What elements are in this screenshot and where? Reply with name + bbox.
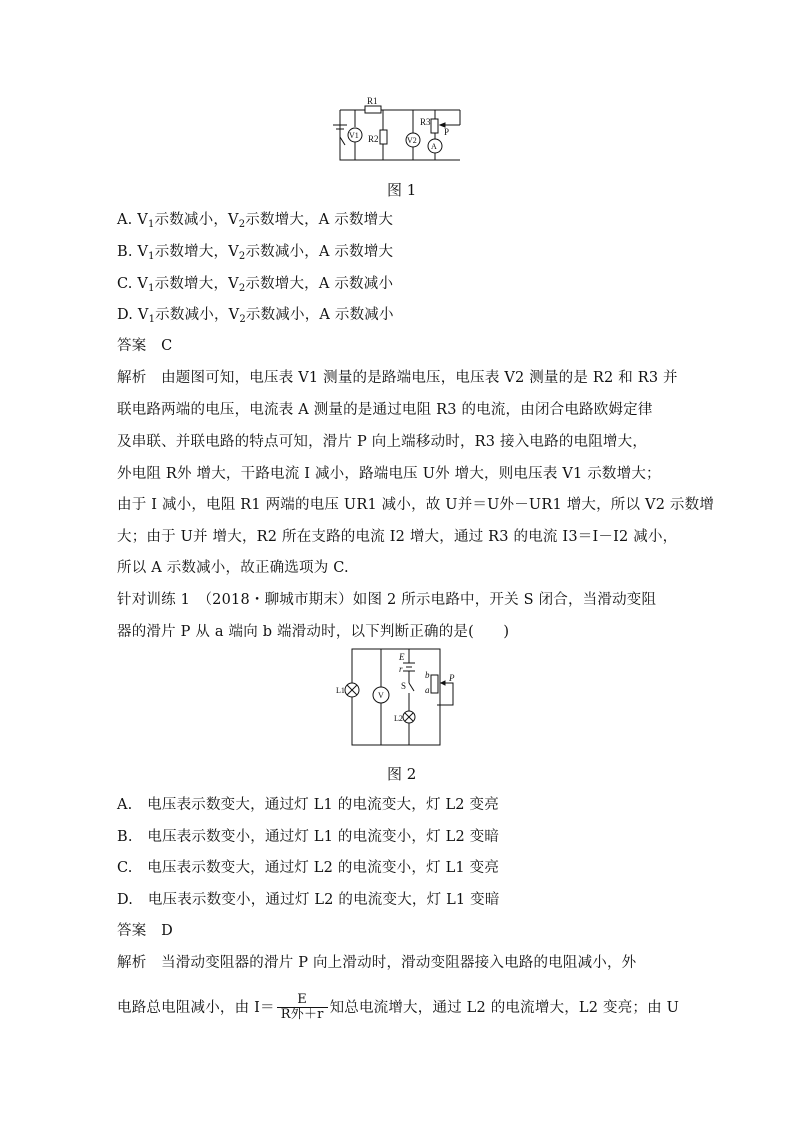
svg-text:E: E: [399, 652, 405, 662]
svg-text:L1: L1: [336, 686, 345, 695]
r2-resistor: [380, 130, 387, 144]
q1-analysis-line-5: 由于 I 减小，电阻 R1 两端的电压 UR1 减小，故 U并＝U外－UR1 增大，所以 V2 示数增: [117, 497, 715, 513]
svg-text:A: A: [431, 142, 437, 151]
svg-text:r: r: [399, 664, 403, 674]
svg-text:P: P: [449, 673, 455, 683]
svg-text:R2: R2: [368, 134, 379, 144]
figure-1-circuit: [320, 95, 470, 170]
q2-analysis-line-2: 电路总电阻减小，由 I＝ E R外＋r 知总电流增大，通过 L2 的电流增大，L2 变亮；由 U: [117, 992, 680, 1023]
q2-stem-line-2: 器的滑片 P 从 a 端向 b 端滑动时，以下判断正确的是( ): [117, 624, 510, 640]
r3-resistor: [431, 119, 438, 133]
q1-analysis-line-2: 联电路两端的电压，电流表 A 测量的是通过电阻 R3 的电流，由闭合电路欧姆定律: [117, 402, 653, 418]
figure-2-caption: 图 2: [387, 765, 417, 783]
svg-text:V: V: [378, 691, 384, 700]
q1-option-a: A. $V_1$示数减小，$V_2$示数增大，A 示数增大: [117, 212, 394, 230]
q1-analysis-line-6: 大；由于 U并 增大，R2 所在支路的电流 I2 增大，通过 R3 的电流 I3＝I－I2 减小，: [117, 529, 678, 545]
svg-text:S: S: [401, 681, 407, 691]
svg-text:a: a: [425, 685, 430, 695]
svg-text:P: P: [444, 127, 450, 137]
svg-text:V2: V2: [407, 136, 417, 145]
q1-option-d: D. $V_1$示数减小，$V_2$示数减小，A 示数减小: [117, 307, 394, 325]
rheostat: [431, 675, 438, 693]
q1-analysis-line-4: 外电阻 R外 增大，干路电流 I 减小，路端电压 U外 增大，则电压表 V1 示数增大；: [117, 466, 661, 482]
q2-option-a: A. 电压表示数变大，通过灯 L1 的电流变大，灯 L2 变亮: [117, 797, 499, 813]
svg-text:R1: [367, 96, 378, 106]
q2-option-b: B. 电压表示数变小，通过灯 L1 的电流变小，灯 L2 变暗: [117, 829, 500, 845]
fraction-numerator: E: [277, 993, 328, 1008]
q1-option-c: C. $V_1$示数增大，$V_2$示数增大，A 示数减小: [117, 276, 394, 294]
svg-text:R3: R3: [420, 117, 431, 127]
fraction-denominator: R外＋r: [280, 1007, 324, 1023]
r1-label: R1: [367, 96, 378, 106]
r1-resistor: [365, 106, 381, 113]
q2-option-d: D. 电压表示数变小，通过灯 L2 的电流变大，灯 L1 变暗: [117, 892, 500, 908]
q2-option-c: C. 电压表示数变大，通过灯 L2 的电流变小，灯 L1 变亮: [117, 860, 500, 876]
svg-text:V1: V1: [349, 131, 359, 140]
figure-1-caption: 图 1: [387, 181, 417, 199]
q1-analysis-line-7: 所以 A 示数减小，故正确选项为 C.: [117, 560, 349, 576]
svg-text:L2: L2: [394, 714, 403, 723]
q2-stem-line-1: 针对训练 1 （2018・聊城市期末）如图 2 所示电路中，开关 S 闭合，当滑动变阻: [117, 592, 657, 608]
q1-option-b: B. $V_1$示数增大，$V_2$示数减小，A 示数增大: [117, 244, 394, 262]
svg-text:b: b: [425, 670, 430, 680]
q2-answer: 答案 D: [117, 923, 173, 939]
q1-answer: 答案 C: [117, 338, 173, 354]
q1-analysis-line-1: 解析 由题图可知，电压表 V1 测量的是路端电压，电压表 V2 测量的是 R2 和 R3 并: [117, 370, 678, 386]
figure-2-circuit: [336, 645, 465, 748]
q2-analysis-line-1: 解析 当滑动变阻器的滑片 P 向上滑动时，滑动变阻器接入电路的电阻减小，外: [117, 955, 637, 971]
q1-analysis-line-3: 及串联、并联电路的特点可知，滑片 P 向上端移动时，R3 接入电路的电阻增大，: [117, 434, 648, 450]
